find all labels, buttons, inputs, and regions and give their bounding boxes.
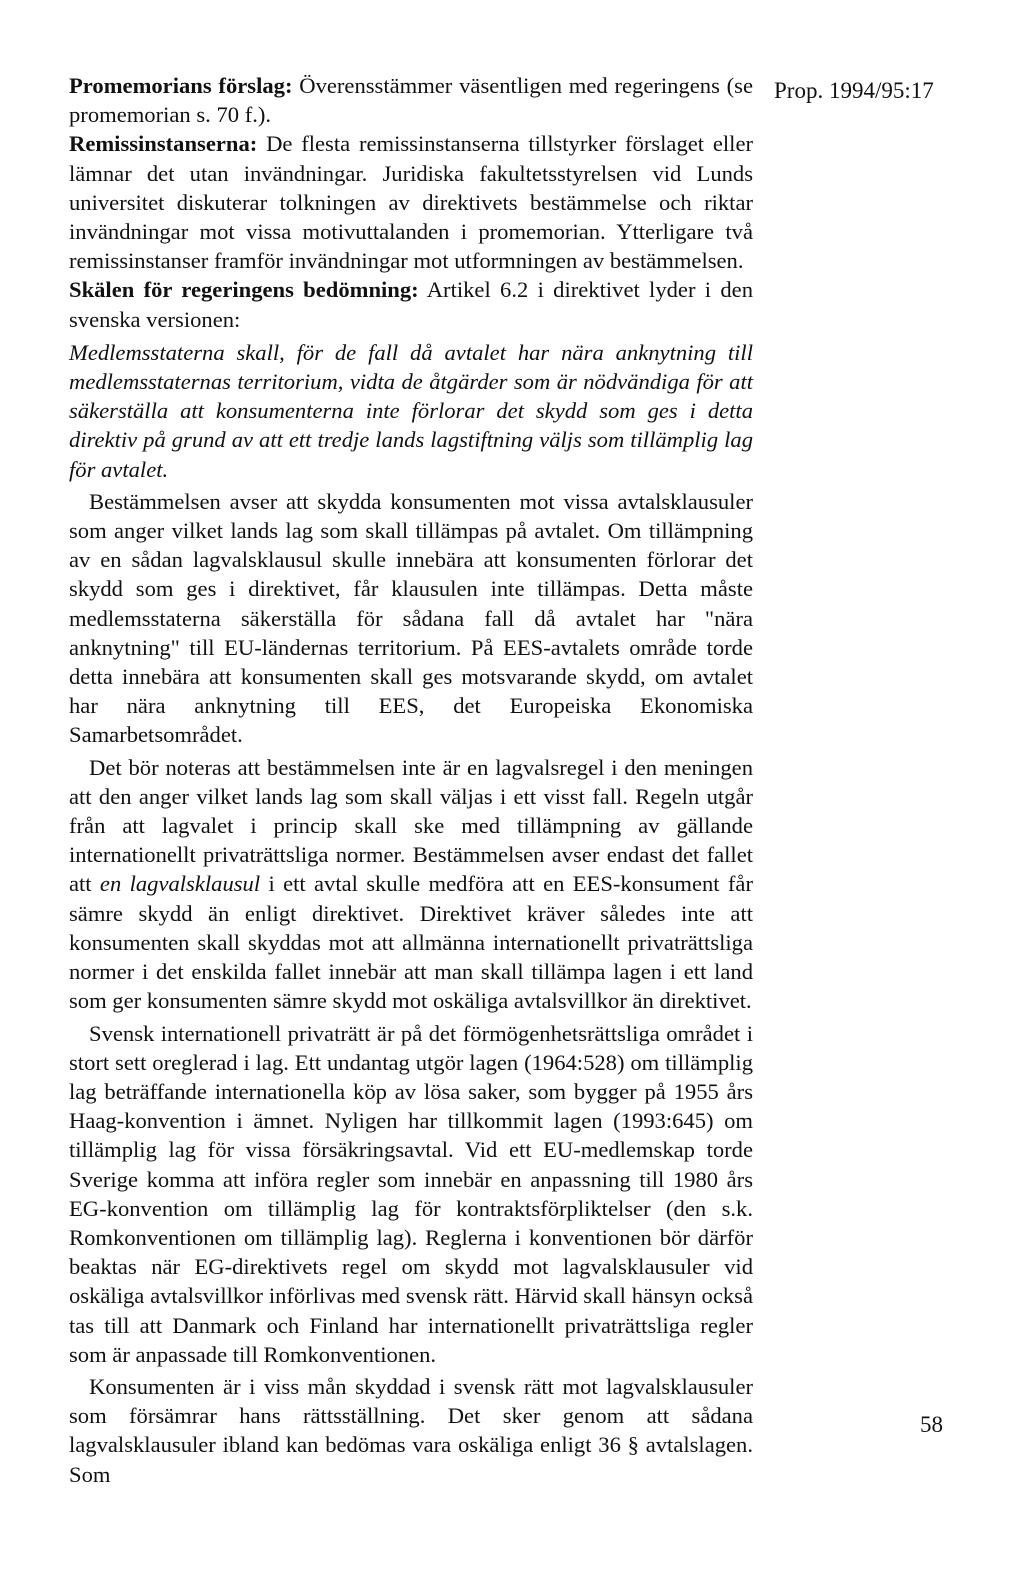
run-in-heading-promemoria: Promemorians förslag: <box>69 73 293 98</box>
run-in-heading-remissinstanser: Remissinstanserna: <box>69 131 258 157</box>
run-in-heading-skalen: Skälen för regeringens bedömning: <box>69 277 419 303</box>
paragraph-text: De flesta remissinstanserna tillstyrker förslaget eller lämnar det utan invändningar. Juridiska fakultetsstyrelsen vid Lunds universitet diskuterar tolkningen av direktivets bestämmelse och riktar invändningar mot vissa motivuttalanden i promemorian. Ytterligare två remissinstanser framför invändningar mot utformningen av bestämmelsen. <box>69 131 753 274</box>
paragraph-body <box>69 753 753 1016</box>
paragraph-body: Konsumenten är i viss mån skyddad i svensk rätt mot lagvalsklausuler som försämrar hans rättsställning. Det sker genom att sådana lagvalsklausuler ibland kan bedömas vara oskäliga enligt 36 § avtalslagen. Som <box>69 1373 753 1487</box>
paragraph-promemoria <box>69 71 753 129</box>
main-text-column <box>69 71 753 1489</box>
paragraph-body: Svensk internationell privaträtt är på det förmögenhetsrättsliga området i stort sett oreglerad i lag. Ett undantag utgör lagen (1964:528) om tillämplig lag beträffande internationella köp av lösa saker, som bygger på 1955 års Haag-konvention i ämnet. Nyligen har tillkommit lagen (1993:645) om tillämplig lag för vissa försäkringsavtal. Vid ett EU-medlemskap torde Sverige komma att införa regler som innebär en anpassning till 1980 års EG-konvention om tillämplig lag för kontraktsförpliktelser (den s.k. Romkonventionen om tillämplig lag). Reglerna i konventionen bör därför beaktas när EG-direktivets regel om skydd mot lagvalsklausuler vid oskäliga avtalsvillkor införlivas med svensk rätt. Härvid skall hänsyn också tas till att Danmark och Finland har internationellt privaträttsliga regler som är anpassade till Romkonventionen. <box>69 1020 753 1367</box>
directive-quote: Medlemsstaterna skall, för de fall då avtalet har nära anknytning till medlemsstaternas territorium, vidta de åtgärder som är nödvändiga för att säkerställa att konsumenterna inte förlorar det skydd som ges i detta direktiv på grund av att ett tredje lands lagstiftning väljs som tillämplig lag för avtalet. <box>69 339 753 482</box>
page-number: 58 <box>920 1412 943 1437</box>
emphasis-text: en lagvalsklausul <box>99 871 261 897</box>
paragraph-remissinstanser <box>69 129 753 275</box>
paragraph-skalen <box>69 275 753 333</box>
paragraph-text: Artikel 6.2 i direktivet lyder i den svenska versionen: <box>69 277 753 332</box>
proposition-reference: Prop. 1994/95:17 <box>774 78 934 103</box>
paragraph-text: i ett avtal skulle medföra att en EES-konsument får sämre skydd än enligt direktivet. Direktivet kräver således inte att konsumenten skall skyddas mot att allmänna internationellt privaträttsliga normer i det enskilda fallet innebär att man skall tillämpa lagen i ett land som ger konsumenten sämre skydd mot oskäliga avtalsvillkor än direktivet. <box>69 871 753 1014</box>
paragraph-body: Bestämmelsen avser att skydda konsumenten mot vissa avtalsklausuler som anger vilket lands lag som skall tillämpas på avtalet. Om tillämpning av en sådan lagvalsklausul skulle innebära att konsumenten förlorar det skydd som ges i direktivet, får klausulen inte tillämpas. Detta måste medlemsstaterna säkerställa för sådana fall då avtalet har "nära anknytning" till EU-ländernas territorium. På EES-avtalets område torde detta innebära att konsumenten skall ges motsvarande skydd, om avtalet har nära anknytning till EES, det Europeiska Ekonomiska Samarbetsområdet. <box>69 488 753 748</box>
paragraph-text: Det bör noteras att bestämmelsen inte är en lagvalsregel i den meningen att den anger vilket lands lag som skall väljas i ett visst fall. Regeln utgår från att lagvalet i princip skall ske med tillämpning av gällande internationellt privaträttsliga normer. Bestämmelsen avser endast det fallet att <box>69 754 753 897</box>
paragraph-text: Överensstämmer väsentligen med regeringens (se promemorian s. 70 f.). <box>69 73 753 128</box>
